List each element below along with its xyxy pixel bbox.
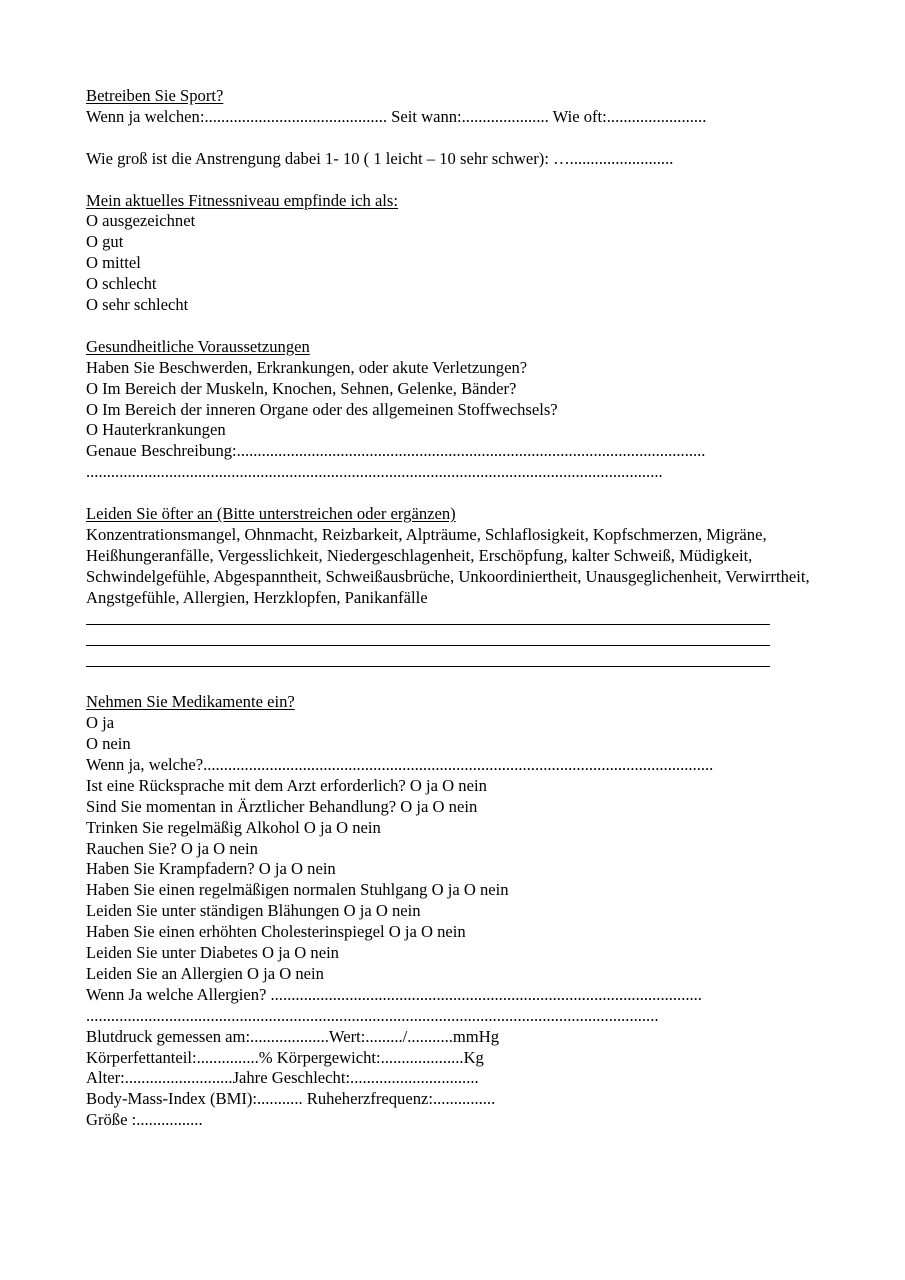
blood-pressure-field[interactable]: Blutdruck gemessen am:...................Wert:........./...........mmHg xyxy=(86,1026,499,1046)
symptoms-answer-line[interactable] xyxy=(86,629,770,650)
digestion-question[interactable]: Haben Sie einen regelmäßigen normalen Stuhlgang O ja O nein xyxy=(86,880,509,900)
medication-which-field[interactable]: Wenn ja, welche?........................................................................................................................... xyxy=(86,754,714,774)
medical-treatment-question[interactable]: Sind Sie momentan in Ärztlicher Behandlung? O ja O nein xyxy=(86,796,478,816)
fitness-option-very-bad[interactable]: O sehr schlecht xyxy=(86,295,189,315)
spacer xyxy=(86,316,846,337)
medication-option-yes[interactable]: O ja xyxy=(86,713,115,733)
health-option-organs[interactable]: O Im Bereich der inneren Organe oder des allgemeinen Stoffwechsels? xyxy=(86,399,558,419)
spacer xyxy=(86,671,846,692)
doctor-consult-question[interactable]: Ist eine Rücksprache mit dem Arzt erforderlich? O ja O nein xyxy=(86,775,487,795)
body-fat-weight-field[interactable]: Körperfettanteil:...............% Körpergewicht:....................Kg xyxy=(86,1047,484,1067)
fitness-option-excellent[interactable]: O ausgezeichnet xyxy=(86,211,196,231)
description-field[interactable]: Genaue Beschreibung:................................................................................................................. xyxy=(86,441,706,461)
allergies-question[interactable]: Leiden Sie an Allergien O ja O nein xyxy=(86,963,324,983)
cholesterol-question[interactable]: Haben Sie einen erhöhten Cholesterinspiegel O ja O nein xyxy=(86,922,466,942)
spacer xyxy=(86,170,846,191)
smoking-question[interactable]: Rauchen Sie? O ja O nein xyxy=(86,838,258,858)
diabetes-question[interactable]: Leiden Sie unter Diabetes O ja O nein xyxy=(86,943,339,963)
effort-line: Wie groß ist die Anstrengung dabei 1- 10 ( 1 leicht – 10 sehr schwer): …......................... xyxy=(86,148,674,168)
symptoms-heading: Leiden Sie öfter an (Bitte unterstreichen oder ergänzen) xyxy=(86,504,456,524)
questionnaire-page xyxy=(86,86,846,1131)
health-option-skin[interactable]: O Hauterkrankungen xyxy=(86,420,226,440)
sport-heading: Betreiben Sie Sport? xyxy=(86,86,224,105)
varicose-veins-question[interactable]: Haben Sie Krampfadern? O ja O nein xyxy=(86,859,336,879)
alcohol-question[interactable]: Trinken Sie regelmäßig Alkohol O ja O nein xyxy=(86,817,381,837)
description-field-continued[interactable]: ........................................................................................................................................... xyxy=(86,462,663,482)
health-question: Haben Sie Beschwerden, Erkrankungen, oder akute Verletzungen? xyxy=(86,357,528,377)
fitness-option-medium[interactable]: O mittel xyxy=(86,253,141,273)
fitness-heading: Mein aktuelles Fitnessniveau empfinde ich als: xyxy=(86,190,398,210)
symptoms-list[interactable]: Konzentrationsmangel, Ohnmacht, Reizbarkeit, Alpträume, Schlaflosigkeit, Kopfschmerzen, Migräne, Heißhungeranfälle, Vergesslichkeit, Niedergeschlagenheit, Erschöpfung, kalter Schweiß, Müdigkeit, Schwindelgefühle, Abgespanntheit, Schweißausbrüche, Unkoordiniertheit, Unausgeglichenheit, Verwirrtheit, Angstgefühle, Allergien, Herzklopfen, Panikanfälle xyxy=(86,524,810,607)
medication-option-no[interactable]: O nein xyxy=(86,733,131,753)
fitness-option-bad[interactable]: O schlecht xyxy=(86,274,157,294)
symptoms-answer-line[interactable] xyxy=(86,609,770,630)
height-field[interactable]: Größe :................ xyxy=(86,1110,203,1130)
allergies-which-field-continued[interactable]: .......................................................................................................................................... xyxy=(86,1005,659,1025)
fitness-option-good[interactable]: O gut xyxy=(86,232,124,252)
symptoms-answer-line[interactable] xyxy=(86,650,770,671)
health-heading: Gesundheitliche Voraussetzungen xyxy=(86,336,310,356)
sport-details-line: Wenn ja welchen:............................................ Seit wann:..................... Wie oft:........................ xyxy=(86,106,707,126)
spacer xyxy=(86,128,846,149)
spacer xyxy=(86,483,846,504)
medication-heading: Nehmen Sie Medikamente ein? xyxy=(86,692,295,712)
age-gender-field[interactable]: Alter:..........................Jahre Geschlecht:............................... xyxy=(86,1068,479,1088)
health-option-muscles[interactable]: O Im Bereich der Muskeln, Knochen, Sehnen, Gelenke, Bänder? xyxy=(86,378,517,398)
flatulence-question[interactable]: Leiden Sie unter ständigen Blähungen O ja O nein xyxy=(86,901,421,921)
bmi-heart-rate-field[interactable]: Body-Mass-Index (BMI):........... Ruheherzfrequenz:............... xyxy=(86,1089,496,1109)
allergies-which-field[interactable]: Wenn Ja welche Allergien? ........................................................................................................ xyxy=(86,984,702,1004)
